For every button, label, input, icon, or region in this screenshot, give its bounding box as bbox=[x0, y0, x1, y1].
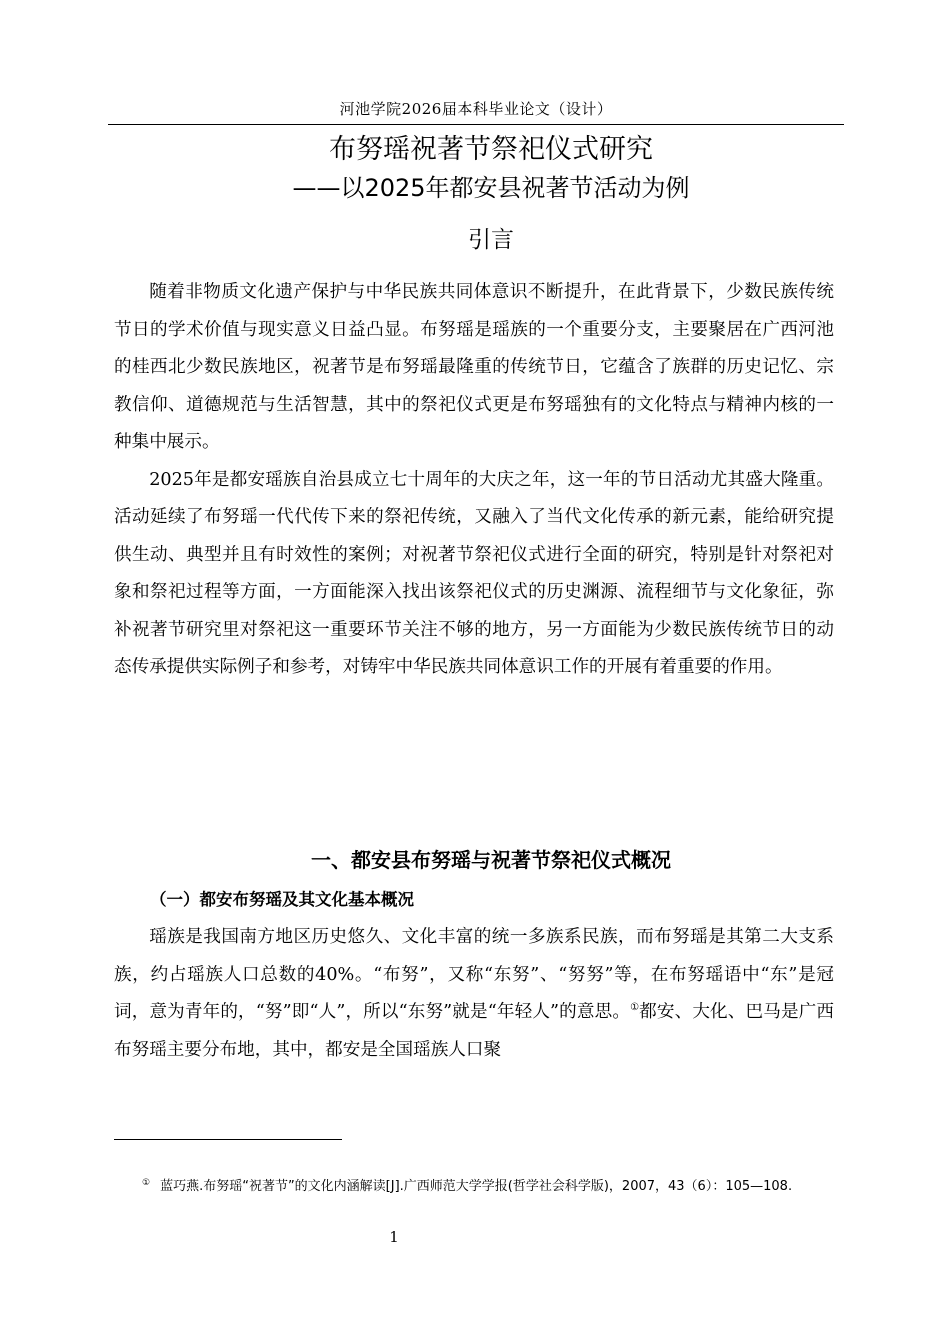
intro-paragraph-1: 随着非物质文化遗产保护与中华民族共同体意识不断提升，在此背景下，少数民族传统节日的学术价值与现实意义日益凸显。布努瑶是瑶族的一个重要分支，主要聚居在广西河池的桂西北少数民族地区，祝著节是布努瑶最隆重的传统节日，它蕴含了族群的历史记忆、宗教信仰、道德规范与生活智慧，其中的祭祀仪式更是布努瑶独有的文化特点与精神内核的一种集中展示。 bbox=[114, 282, 834, 452]
footnote bbox=[114, 1163, 838, 1211]
intro-paragraph-2: 2025年是都安瑶族自治县成立七十周年的大庆之年，这一年的节日活动尤其盛大隆重。活动延续了布努瑶一代代传下来的祭祀传统，又融入了当代文化传承的新元素，能给研究提供生动、典型并且有时效性的案例；对祝著节祭祀仪式进行全面的研究，特别是针对祭祀对象和祭祀过程等方面，一方面能深入找出该祭祀仪式的历史渊源、流程细节与文化象征，弥补祝著节研究里对祭祀这一重要环节关注不够的地方，另一方面能为少数民族传统节日的动态传承提供实际例子和参考，对铸牢中华民族共同体意识工作的开展有着重要的作用。 bbox=[114, 469, 834, 677]
intro-body bbox=[114, 274, 834, 687]
subsection-heading: （一）都安布努瑶及其文化基本概况 bbox=[150, 890, 414, 909]
footnote-text: 蓝巧燕.布努瑶“祝著节”的文化内涵解读[J].广西师范大学学报(哲学社会科学版)，2007，43（6）：105—108. bbox=[160, 1179, 793, 1194]
intro-heading: 引言 bbox=[468, 227, 514, 253]
paragraph-text-part-1: 瑶族是我国南方地区历史悠久、文化丰富的统一多族系民族，而布努瑶是其第二大支系族，约占瑶族人口总数的40%。“布努”，又称“东努”、“努努”等，在布努瑶语中“东”是冠词，意为青年的，“努”即“人”，所以“东努”就是“年轻人”的意思。 bbox=[114, 927, 834, 1022]
paper-title: 布努瑶祝著节祭祀仪式研究 bbox=[329, 134, 653, 165]
paragraph-text-part-2: 都安、大化、巴马是广西布努瑶主要分布地，其中，都安是全国瑶族人口聚 bbox=[114, 1002, 834, 1060]
section-paragraph bbox=[114, 919, 834, 1069]
footnote-marker: ① bbox=[142, 1177, 151, 1188]
footnote-separator bbox=[114, 1139, 342, 1140]
footnote-reference-marker: ① bbox=[630, 1002, 640, 1014]
running-header: 河池学院2026届本科毕业论文（设计） bbox=[339, 100, 613, 118]
header-rule bbox=[108, 124, 844, 125]
section-heading: 一、都安县布努瑶与祝著节祭祀仪式概况 bbox=[311, 848, 671, 872]
paper-subtitle: ——以2025年都安县祝著节活动为例 bbox=[292, 174, 690, 202]
page-number: 1 bbox=[389, 1228, 399, 1246]
section-body bbox=[114, 919, 834, 1069]
